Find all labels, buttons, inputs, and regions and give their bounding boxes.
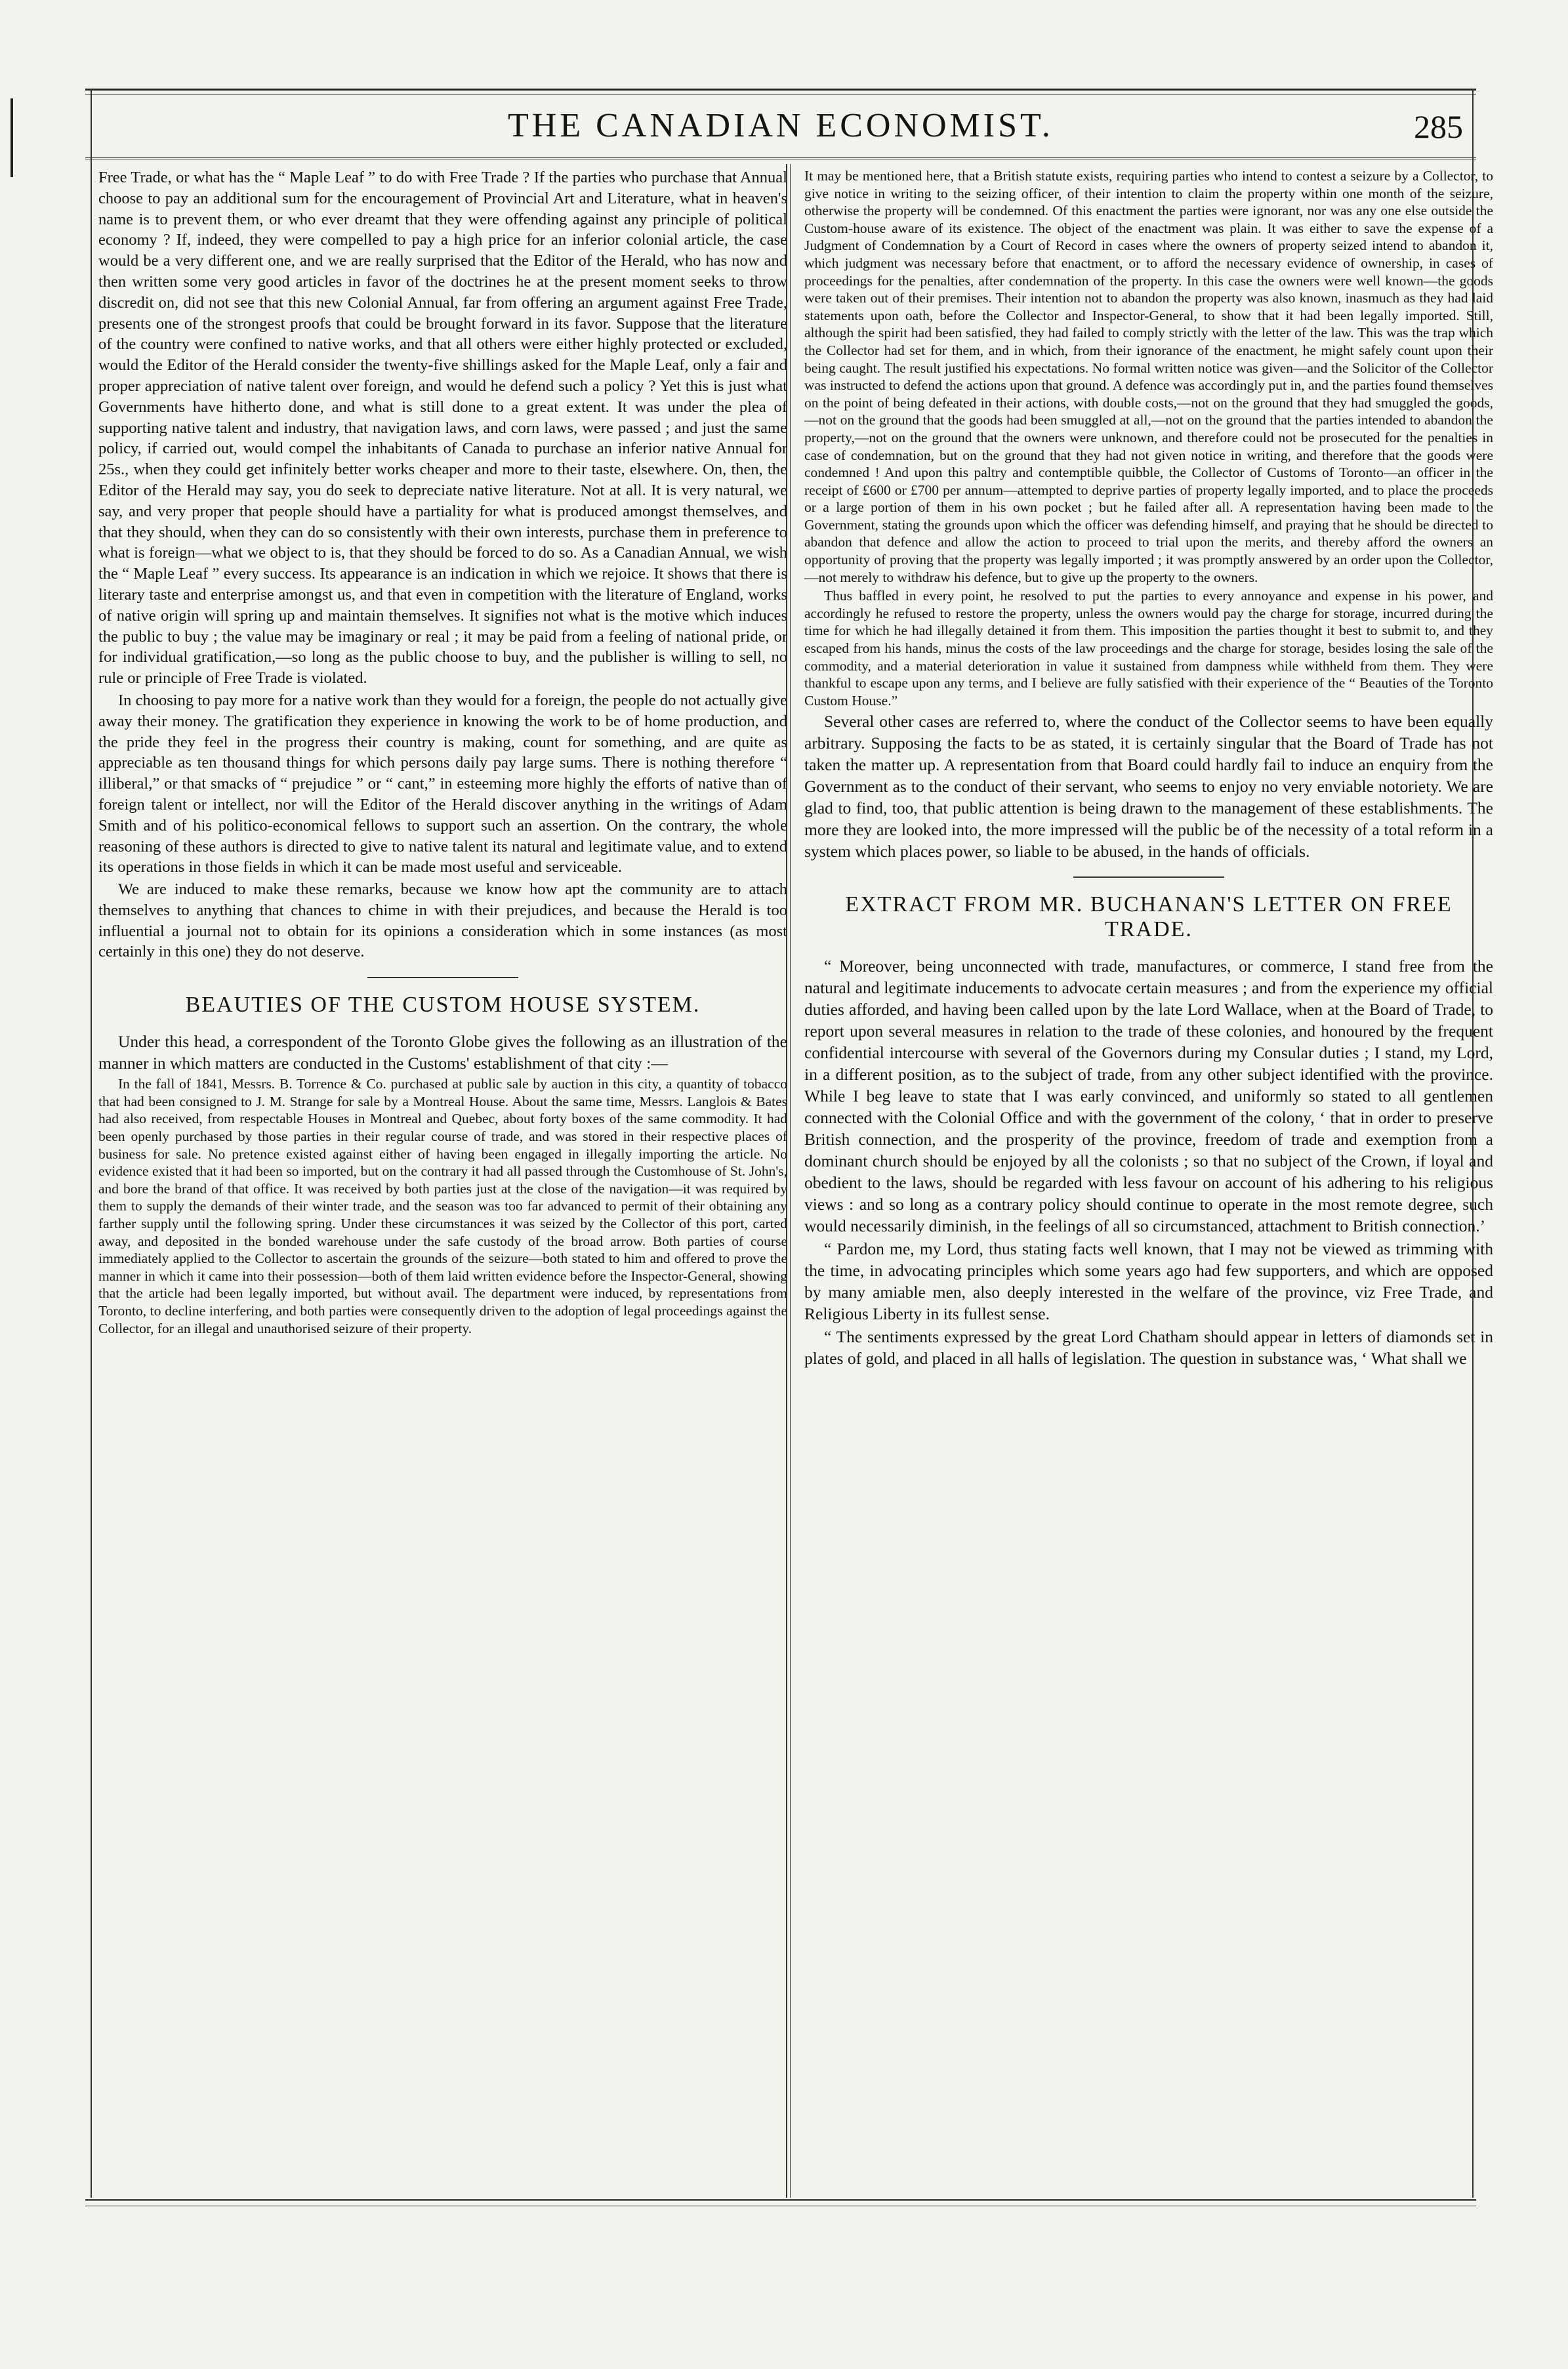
header-rule: [85, 157, 1476, 159]
article-paragraph: Thus baffled in every point, he resolved to put the parties to every annoyance and expense in his power, and accordingly he refused to restore the property, unless the owners would pay the charge for storage, incurred during the time for which he had illegally detained it from them. This imposition the parties thought it best to submit to, and they escaped from his hands, minus the costs of the law proceedings and the charge for storage, besides losing the sale of the commodity, and a material deterioration in value it sustained from dampness while withheld from them. They were thankful to escape upon any terms, and I believe are fully satisfied with their experience of the “ Beauties of the Toronto Custom House.”: [804, 588, 1493, 709]
scan-edge-mark: [10, 98, 13, 177]
article-paragraph: We are induced to make these remarks, because we know how apt the community are to attach themselves to anything that chances to chime in with their prejudices, and because the Herald is too influential a journal not to obtain for its opinions a consideration which in some instances (as most certainly in this one) they do not deserve.: [98, 880, 787, 961]
section-title: BEAUTIES OF THE CUSTOM HOUSE SYSTEM.: [185, 993, 701, 1018]
page-header: [85, 100, 1476, 159]
right-column: [804, 167, 1493, 1370]
article-paragraph: Free Trade, or what has the “ Maple Leaf ” to do with Free Trade ? If the parties who purchase that Annual choose to pay an additional sum for the encouragement of Provincial Art and Literature, what in heaven's name is to prevent them, or who ever dreamt that they were offending against any principle of political economy ? If, indeed, they were compelled to pay a high price for an inferior colonial article, the case would be a very different one, and we are really surprised that the Editor of the Herald, who has now and then written some very good articles in favor of the doctrines he at the present moment seeks to throw discredit on, did not see that this new Colonial Annual, far from offering an argument against Free Trade, presents one of the strongest proofs that could be brought forward in its favor. Suppose that the literature of the country were confined to native works, and that all others were either highly protected or excluded, would the Editor of the Herald consider the twenty-five shillings asked for the Maple Leaf, only a fair and proper appreciation of native talent over foreign, and would he defend such a policy ? Yet this is just what Governments have hitherto done, and what is still done to a great extent. It was under the plea of supporting native talent and industry, that navigation laws, and corn laws, were passed ; and just the same policy, if carried out, would compel the inhabitants of Canada to purchase an inferior native Annual for 25s., when they could get infinitely better works cheaper and more to their taste, elsewhere. On, then, the Editor of the Herald may say, you do seek to depreciate native literature. Not at all. It is very natural, we say, and very proper that people should have a partiality for what is produced amongst themselves, and that they should, when they can do so consistently with their own interests, purchase them in preference to what is foreign—what we object to is, that they should be forced to do so. As a Canadian Annual, we wish the “ Maple Leaf ” every success. Its appearance is an indication in which we rejoice. It shows that there is literary taste and enterprise amongst us, and that even in competition with the literature of England, works of native origin will spring up and maintain themselves. It signifies not what is the motive which induces the public to buy ; the value may be imaginary or real ; it may be paid from a feeling of national pride, or for individual gratification,—so long as the public choose to buy, and the publisher is willing to sell, no rule or principle of Free Trade is violated.: [98, 169, 787, 688]
page-number: 285: [1414, 108, 1463, 145]
frame-left-rule: [91, 89, 92, 2198]
section-separator: [1073, 876, 1224, 878]
article-paragraph: Several other cases are referred to, where the conduct of the Collector seems to have been equally arbitrary. Supposing the facts to be as stated, it is certainly singular that the Board of Trade has not taken the matter up. A representation from that Board could hardly fail to induce an enquiry from the Government as to the conduct of their servant, who seems to enjoy no very enviable notoriety. We are glad to find, too, that public attention is being drawn to the management of these establishments. The more they are looked into, the more impressed will the public be of the necessity of a total reform in a system which places power, so liable to be abused, in the hands of officials.: [804, 712, 1493, 861]
top-rule: [85, 89, 1476, 91]
letter-paragraph: “ Pardon me, my Lord, thus stating facts well known, that I may not be viewed as trimming with the time, in advocating principles which some years ago had few supporters, and which are opposed by many amiable men, also deeply interested in the welfare of the province, viz Free Trade, and Religious Liberty in its fullest sense.: [804, 1239, 1493, 1324]
section-intro: Under this head, a correspondent of the Toronto Globe gives the following as an illustration of the manner in which matters are conducted in the Customs' establishment of that city :—: [98, 1032, 787, 1073]
left-column: [98, 167, 787, 1338]
article-paragraph: In choosing to pay more for a native work than they would for a foreign, the people do not actually give away their money. The gratification they experience in knowing the work to be of home production, and the pride they feel in the progress their country is making, count for something, and are quite as appreciable as ten thousand things for which persons daily pay large sums. There is nothing therefore “ illiberal,” or that smacks of “ prejudice ” or “ cant,” in esteeming more highly the efforts of native than of foreign talent or intellect, nor will the Editor of the Herald discover anything in the writings of Adam Smith and of his politico-economical fellows to support such an assertion. On the contrary, the whole reasoning of these authors is directed to give to native talent its natural and legitimate value, and to extend its operations in those fields in which it can be made most useful and serviceable.: [98, 691, 787, 876]
section-title: EXTRACT FROM MR. BUCHANAN'S LETTER ON FREE TRADE.: [845, 892, 1453, 942]
letter-paragraph: “ Moreover, being unconnected with trade, manufactures, or commerce, I stand free from the natural and legitimate inducements to advocate certain measures ; and from the experience my official duties afforded, and having been called upon by the late Lord Wallace, when at the Board of Trade, to report upon several measures in relation to the trade of these colonies, and honoured by the frequent confidential intercourse with several of the Governors during my Consular duties ; I stand, my Lord, in a different position, as to the subject of trade, from any other subject identified with the province. While I beg leave to state that I was early convinced, and uniformly so stated to all gentlemen connected with the Colonial Office and with the government of the colony, ‘ that in order to preserve British connection, and the prosperity of the province, freedom of trade and exemption from a dominant church should be enjoyed by all the colonists ; so that no subject of the Crown, if loyal and obedient to the laws, should be regarded with less favour on account of his adhering to his religious views : and so long as a contrary policy should continue to operate in the most remote degree, such would necessarily diminish, in the feelings of all so circumstanced, attachment to British connection.’: [804, 957, 1493, 1236]
letter-paragraph: “ The sentiments expressed by the great Lord Chatham should appear in letters of diamonds set in plates of gold, and placed in all halls of legislation. The question in substance was, ‘ What shall we: [804, 1327, 1493, 1369]
article-paragraph: It may be mentioned here, that a British statute exists, requiring parties who intend to contest a seizure by a Collector, to give notice in writing to the seizing officer, of their intention to claim the property within one month of the seizure, otherwise the property will be condemned. Of this enactment the parties were ignorant, nor was any one else outside the Custom-house aware of its existence. The object of the enactment was plain. It was either to save the expense of a Judgment of Condemnation by a Court of Record in cases where the owners of property seized intend to abandon it, which judgment was necessary before that enactment, or to afford the necessary evidence of ownership, in cases of proceedings for the penalties, after condemnation of the property. In this case the owners were well known—the goods were taken out of their premises. Their intention not to abandon the property was also known, inasmuch as they had laid statements upon oath, before the Collector and Inspector-General, to show that it had been legally imported. Still, although the spirit had been satisfied, they had failed to comply strictly with the letter of the law. This was the trap which the Collector had set for them, and in which, from their ignorance of the enactment, he might safely count upon their being caught. The result justified his expectations. No formal written notice was given—and the Solicitor of the Collector was instructed to defend the actions upon that ground. A defence was accordingly put in, and the parties found themselves on the point of being defeated in their actions, with double costs,—not on the ground that they had smuggled the goods,—not on the ground that the goods had been smuggled at all,—not on the ground that the parties intended to abandon the property,—not on the ground that the owners were unknown, and therefore could not be prosecuted for the penalties in case of condemnation, but on the ground that they had not given notice in writing, and therefore that the goods were condemned ! And upon this paltry and contemptible quibble, the Collector of Customs of Toronto—an officer in the receipt of £600 or £700 per annum—attempted to deprive parties of property legally imported, and to place the proceeds or a large portion of them in his own pocket ; but he failed after all. A representation having been made to the Government, stating the grounds upon which the officer was defending himself, and praying that he should be directed to abandon that defence and allow the action to proceed to trial upon the merits, and thereby afford the owners an opportunity of proving that the property was legally imported ; it was promptly answered by an order upon the Collector,—not merely to withdraw his defence, but to give up the property to the owners.: [804, 168, 1493, 585]
section-separator: [367, 977, 518, 978]
running-head: THE CANADIAN ECONOMIST.: [508, 107, 1054, 144]
column-divider-thin: [790, 164, 791, 2198]
section-quoted-text: In the fall of 1841, Messrs. B. Torrence & Co. purchased at public sale by auction in this city, a quantity of tobacco that had been consigned to J. M. Strange for sale by a Montreal House. About the same time, Messrs. Langlois & Bates had also received, from respectable Houses in Montreal and Quebec, about forty boxes of the same commodity. It had been openly purchased by those parties in their regular course of trade, and was stored in their respective places of business for sale. No pretence existed against either of having been engaged in illegally importing the article. No evidence existed that it had been so imported, but on the contrary it had all passed through the Customhouse of St. John's, and bore the brand of that office. It was received by both parties just at the close of the navigation—it was required by them to supply the demands of their winter trade, and the season was too far advanced to permit of their obtaining any farther supply until the following spring. Under these circumstances it was seized by the Collector of this port, carted away, and deposited in the bonded warehouse under the safe custody of the broad arrow. Both parties of course immediately applied to the Collector to ascertain the grounds of the seizure—both stated to him and offered to prove the manner in which it came into their possession—both of them laid written evidence before the Inspector-General, showing that the article had been legally imported, but without avail. The department were induced, by representations from Toronto, to decline interfering, and both parties were consequently driven to the adoption of legal proceedings against the Collector, for an illegal and unauthorised seizure of their property.: [98, 1076, 787, 1336]
bottom-rule: [85, 2199, 1476, 2201]
